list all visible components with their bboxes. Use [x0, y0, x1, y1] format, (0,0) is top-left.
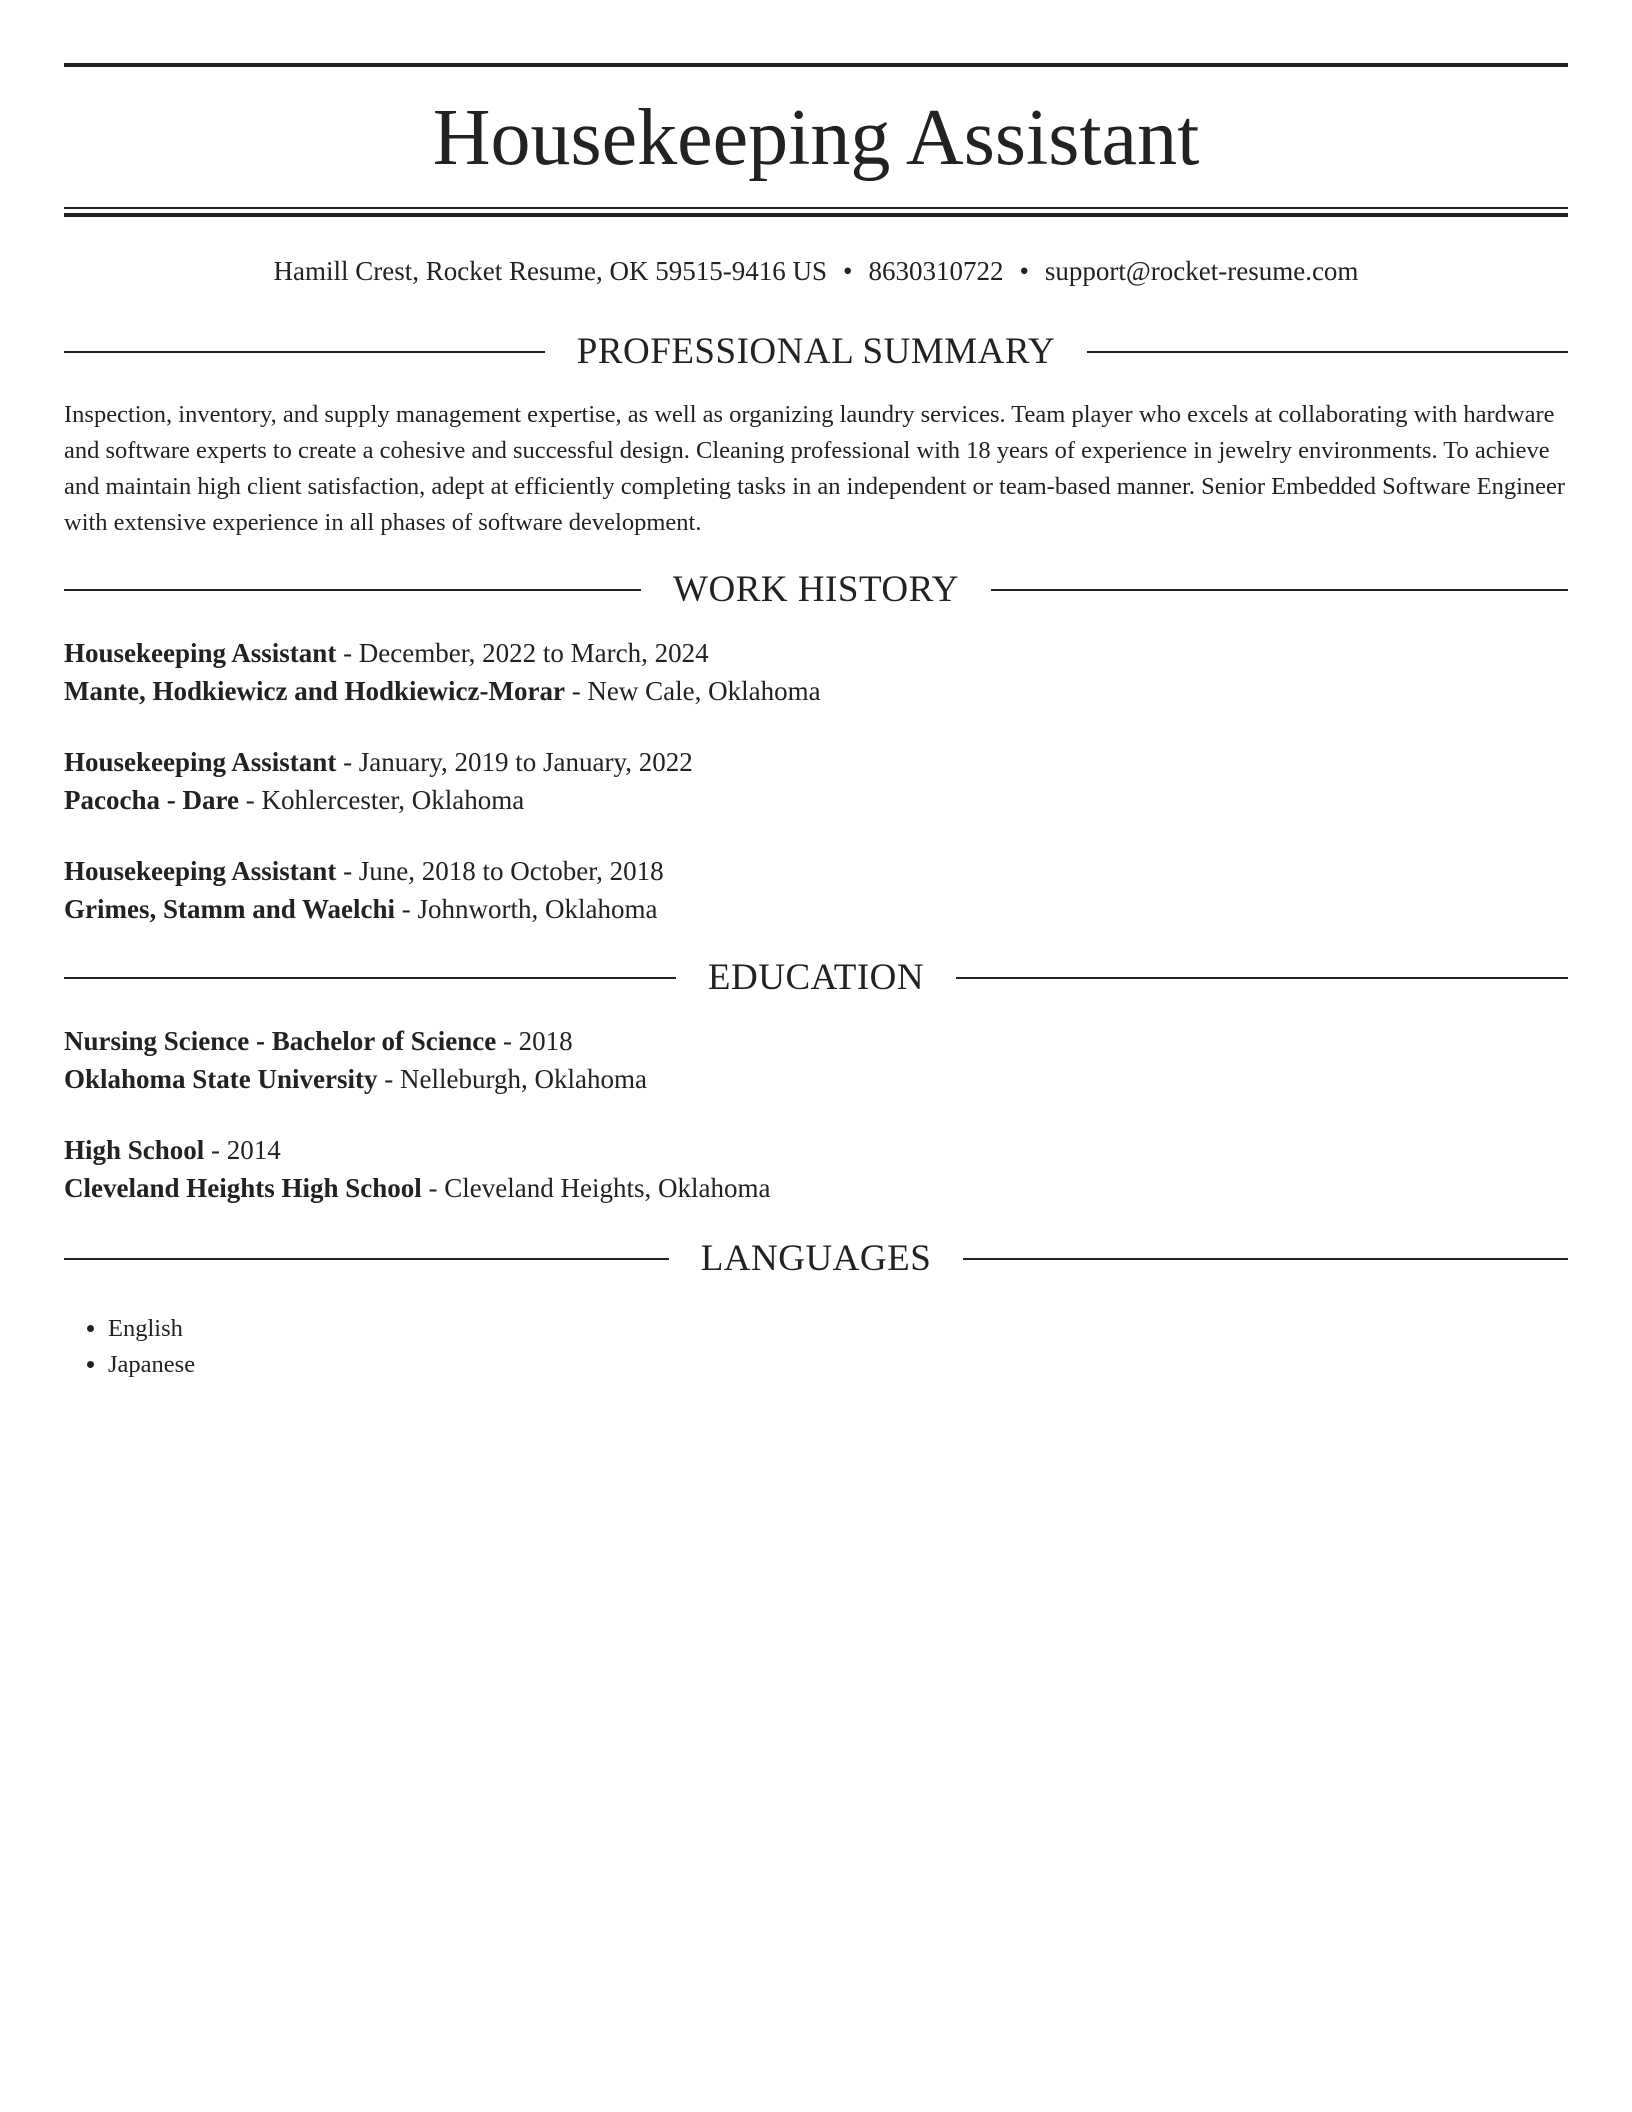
languages-list: [64, 1311, 195, 1383]
school-location: - Nelleburgh, Oklahoma: [377, 1064, 647, 1094]
company-location: - Kohlercester, Oklahoma: [238, 785, 525, 815]
heading-rule-right: [1087, 351, 1568, 353]
job-title: Housekeeping Assistant: [64, 856, 337, 886]
language-item: • Japanese: [108, 1347, 195, 1383]
section-title-work: WORK HISTORY: [673, 569, 959, 610]
section-title-languages: LANGUAGES: [700, 1238, 932, 1279]
job-title: Housekeeping Assistant: [64, 747, 337, 777]
contact-line: [64, 253, 1568, 289]
company-name: Pacocha - Dare: [64, 785, 239, 815]
heading-rule-left: [64, 589, 641, 591]
school-name: Oklahoma State University: [64, 1064, 378, 1094]
job-title: Housekeeping Assistant: [64, 638, 337, 668]
work-entry-title-line: [64, 743, 1568, 781]
summary-text: Inspection, inventory, and supply management expertise, as well as organizing laundry services. Team player who excels at collaborating with hardware and software experts to create a cohesive and successful design. Cleaning professional with 18 years of experience in jewelry environments. To achieve and maintain high client satisfaction, adept at efficiently completing tasks in an independent or team-based manner. Senior Embedded Software Engineer with extensive experience in all phases of software development.: [64, 401, 1566, 536]
graduation-year: - 2014: [204, 1135, 281, 1165]
education-entry-school-line: [64, 1169, 1568, 1207]
education-entry-school-line: [64, 1060, 1568, 1098]
work-entry-title-line: [64, 852, 1568, 890]
job-dates: - January, 2019 to January, 2022: [336, 747, 693, 777]
contact-separator: •: [1019, 256, 1029, 286]
contact-address: Hamill Crest, Rocket Resume, OK 59515-9416 US: [273, 256, 827, 286]
section-heading-languages: [64, 1237, 1568, 1281]
school-name: Cleveland Heights High School: [64, 1173, 422, 1203]
heading-rule-left: [64, 977, 676, 979]
section-title-education: EDUCATION: [707, 957, 925, 998]
company-location: - New Cale, Oklahoma: [564, 676, 821, 706]
contact-separator: •: [843, 256, 853, 286]
heading-rule-right: [963, 1258, 1568, 1260]
section-heading-summary: [64, 330, 1568, 374]
section-heading-work: [64, 568, 1568, 612]
company-location: - Johnworth, Oklahoma: [395, 894, 658, 924]
work-entry-company-line: [64, 672, 1568, 710]
degree-name: Nursing Science - Bachelor of Science: [64, 1026, 497, 1056]
work-entry-title-line: [64, 634, 1568, 672]
job-dates: - December, 2022 to March, 2024: [336, 638, 709, 668]
section-heading-education: [64, 956, 1568, 1000]
company-name: Mante, Hodkiewicz and Hodkiewicz-Morar: [64, 676, 565, 706]
work-entry-company-line: [64, 890, 1568, 928]
heading-rule-left: [64, 351, 545, 353]
title-double-rule: [64, 207, 1568, 217]
company-name: Grimes, Stamm and Waelchi: [64, 894, 396, 924]
work-entry-company-line: [64, 781, 1568, 819]
job-dates: - June, 2018 to October, 2018: [336, 856, 664, 886]
language-item: • English: [108, 1311, 195, 1347]
resume-title: Housekeeping Assistant: [432, 94, 1200, 182]
graduation-year: - 2018: [496, 1026, 573, 1056]
heading-rule-left: [64, 1258, 669, 1260]
contact-phone: 8630310722: [868, 256, 1004, 286]
school-location: - Cleveland Heights, Oklahoma: [421, 1173, 771, 1203]
education-entry-degree-line: [64, 1131, 1568, 1169]
section-title-summary: PROFESSIONAL SUMMARY: [576, 331, 1056, 372]
degree-name: High School: [64, 1135, 205, 1165]
education-entry-degree-line: [64, 1022, 1568, 1060]
top-rule: [64, 63, 1568, 67]
contact-email: support@rocket-resume.com: [1044, 256, 1359, 286]
heading-rule-right: [991, 589, 1568, 591]
heading-rule-right: [956, 977, 1568, 979]
